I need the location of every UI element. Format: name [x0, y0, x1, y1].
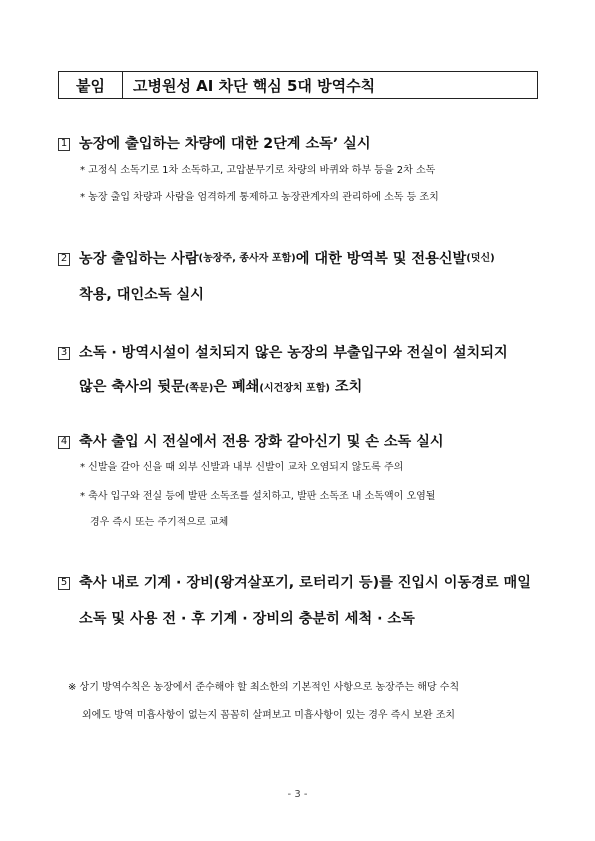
rule-title: 축사 출입 시 전실에서 전용 장화 갈아신기 및 손 소독 실시: [79, 434, 444, 450]
rule-title-continuation: 소독 및 사용 전 · 후 기계 · 장비의 충분히 세척 · 소독: [79, 611, 415, 627]
rule-title-part: 에 대한 방역복 및 전용신발: [295, 251, 467, 267]
footnote-line: ※ 상기 방역수칙은 농장에서 준수해야 할 최소한의 기본적인 사항으로 농장주는 해당 수칙: [68, 682, 460, 693]
rule-heading: [58, 343, 548, 363]
rule-detail: * 축사 입구와 전실 등에 발판 소독조를 설치하고, 발판 소독조 내 소독액이 오염될: [80, 491, 436, 502]
rule-title-note: (시건장치 포함): [259, 383, 330, 394]
rule-item-1: [58, 134, 548, 206]
item-number-box: 4: [58, 436, 70, 449]
footnote-line: 외에도 방역 미흡사항이 없는지 꼼꼼히 살펴보고 미흡사항이 있는 경우 즉시 보완 조치: [82, 710, 456, 721]
attachment-label: 붙임: [59, 72, 123, 98]
rule-title-note: (쪽문): [184, 383, 214, 394]
rule-title-part: 은 폐쇄: [213, 379, 260, 395]
rule-heading: [58, 249, 548, 269]
rule-heading: [58, 134, 548, 154]
rule-item-2: [58, 249, 548, 305]
rule-item-5: [58, 573, 548, 629]
rule-detail: * 신발을 갈아 신을 때 외부 신발과 내부 신발이 교차 오염되지 않도록 주의: [80, 462, 404, 473]
rule-item-3: [58, 343, 548, 399]
item-number-box: 3: [58, 347, 70, 360]
rule-title-note: (농장주, 종사자 포함): [198, 253, 296, 264]
item-number-box: 5: [58, 577, 70, 590]
rule-title-part: 농장 출입하는 사람: [79, 251, 199, 267]
rule-title: 농장에 출입하는 차량에 대한 2단계 소독’ 실시: [79, 136, 371, 152]
rule-heading: [58, 573, 548, 593]
rule-detail: * 고정식 소독기로 1차 소독하고, 고압분무기로 차량의 바퀴와 하부 등을 2차 소독: [80, 165, 436, 176]
rule-heading: [58, 432, 548, 452]
rule-title-continuation: [58, 377, 548, 399]
footnote: [68, 680, 538, 724]
rule-item-4: [58, 432, 548, 531]
rule-title-part: 않은 축사의 뒷문: [79, 379, 185, 395]
title-box: [58, 71, 538, 99]
rule-detail-continuation: 경우 즉시 또는 주기적으로 교체: [90, 517, 229, 528]
page-number: - 3 -: [287, 789, 308, 800]
rule-title: 축사 내로 기계 · 장비(왕겨살포기, 로터리기 등)를 진입시 이동경로 매일: [79, 575, 531, 591]
document-title: 고병원성 AI 차단 핵심 5대 방역수칙: [133, 76, 376, 95]
item-number-box: 1: [58, 138, 70, 151]
rule-title: 소독 · 방역시설이 설치되지 않은 농장의 부출입구와 전실이 설치되지: [79, 345, 508, 361]
item-number-box: 2: [58, 253, 70, 266]
rule-title-continuation: 착용, 대인소독 실시: [79, 287, 204, 303]
rule-detail: * 농장 출입 차량과 사람을 엄격하게 통제하고 농장관계자의 관리하에 소독 등 조치: [80, 192, 439, 203]
rule-title-note: (덧신): [466, 253, 495, 264]
rule-title-part: 조치: [329, 379, 363, 395]
